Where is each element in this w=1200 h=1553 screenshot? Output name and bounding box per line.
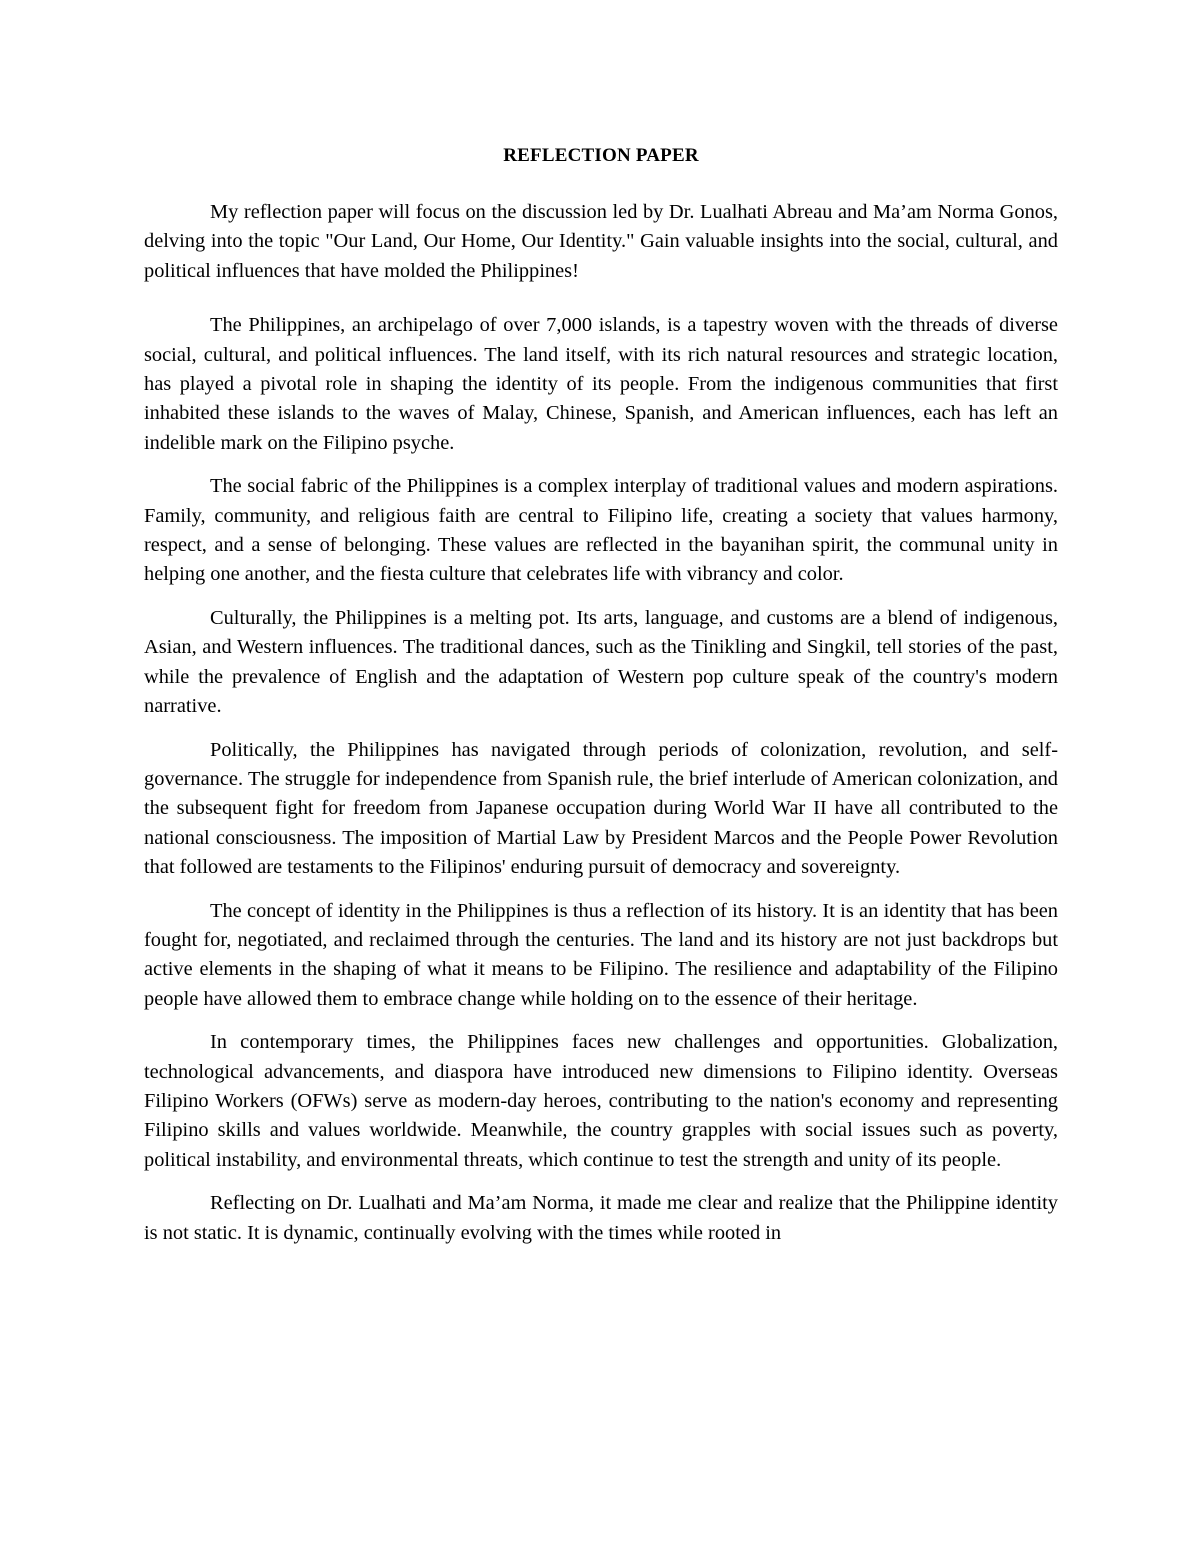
document-title: REFLECTION PAPER [503, 145, 699, 166]
paragraph-contemporary: In contemporary times, the Philippines faces new challenges and opportunities. Globalization, technological advancements, and diaspora have introduced new dimensions to Filipino identity. Overseas Filipino Workers (OFWs) serve as modern-day heroes, contributing to the nation's economy and representing Filipino skills and values worldwide. Meanwhile, the country grapples with social issues such as poverty, political instability, and environmental threats, which continue to test the strength and unity of its people. [144, 1031, 1058, 1171]
paragraph-social: The social fabric of the Philippines is a complex interplay of traditional values and modern aspirations. Family, community, and religious faith are central to Filipino life, creating a society that values harmony, respect, and a sense of belonging. These values are reflected in the bayanihan spirit, the communal unity in helping one another, and the fiesta culture that celebrates life with vibrancy and color. [144, 475, 1058, 586]
paragraph-archipelago: The Philippines, an archipelago of over 7,000 islands, is a tapestry woven with the threads of diverse social, cultural, and political influences. The land itself, with its rich natural resources and strategic location, has played a pivotal role in shaping the identity of its people. From the indigenous communities that first inhabited these islands to the waves of Malay, Chinese, Spanish, and American influences, each has left an indelible mark on the Filipino psyche. [144, 314, 1058, 454]
document-body [144, 198, 1058, 1248]
paragraph-reflecting: Reflecting on Dr. Lualhati and Ma’am Norma, it made me clear and realize that the Philippine identity is not static. It is dynamic, continually evolving with the times while rooted in [144, 1192, 1058, 1244]
paragraph-intro: My reflection paper will focus on the discussion led by Dr. Lualhati Abreau and Ma’am Norma Gonos, delving into the topic "Our Land, Our Home, Our Identity." Gain valuable insights into the social, cultural, and political influences that have molded the Philippines! [144, 201, 1058, 282]
paragraph-cultural: Culturally, the Philippines is a melting pot. Its arts, language, and customs are a blend of indigenous, Asian, and Western influences. The traditional dances, such as the Tinikling and Singkil, tell stories of the past, while the prevalence of English and the adaptation of Western pop culture speak of the country's modern narrative. [144, 606, 1058, 718]
paragraph-identity: The concept of identity in the Philippines is thus a reflection of its history. It is an identity that has been fought for, negotiated, and reclaimed through the centuries. The land and its history are not just backdrops but active elements in the shaping of what it means to be Filipino. The resilience and adaptability of the Filipino people have allowed them to embrace change while holding on to the essence of their heritage. [144, 899, 1058, 1010]
paragraph-political: Politically, the Philippines has navigated through periods of colonization, revolution, and self-governance. The struggle for independence from Spanish rule, the brief interlude of American colonization, and the subsequent fight for freedom from Japanese occupation during World War II have all contributed to the national consciousness. The imposition of Martial Law by President Marcos and the People Power Revolution that followed are testaments to the Filipinos' enduring pursuit of democracy and sovereignty. [144, 738, 1058, 879]
